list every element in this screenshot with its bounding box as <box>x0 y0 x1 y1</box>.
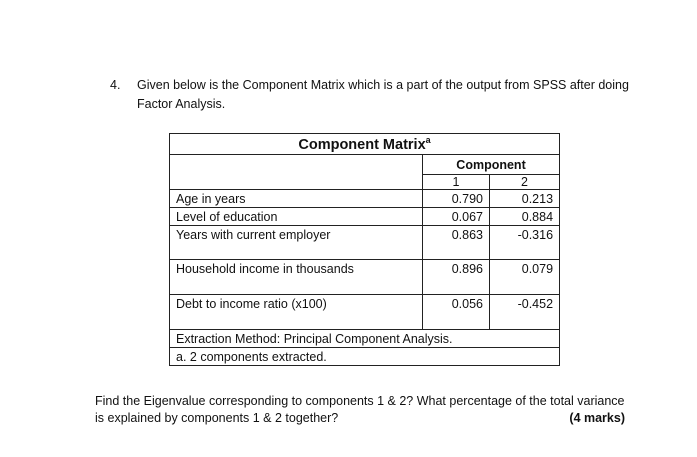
row-label: Age in years <box>170 190 423 208</box>
value-cell: 0.079 <box>490 260 560 279</box>
spacer-cell <box>423 244 490 260</box>
question-number: 4. <box>110 78 121 92</box>
spacer-cell <box>170 279 423 295</box>
spacer-cell <box>170 244 423 260</box>
task-block <box>95 393 625 427</box>
footnote-components-extracted: a. 2 components extracted. <box>170 348 560 366</box>
value-cell: 0.896 <box>423 260 490 279</box>
spacer-cell <box>490 314 560 330</box>
table-row <box>170 208 560 226</box>
component-group-header: Component <box>423 155 560 175</box>
value-cell: 0.056 <box>423 295 490 314</box>
stub-header <box>170 175 423 190</box>
spacer-cell <box>423 279 490 295</box>
table-row <box>170 190 560 208</box>
task-text: Find the Eigenvalue corresponding to components 1 & 2? What percentage of the total variance is explained by components 1 & 2 together? <box>95 394 625 425</box>
footnote-extraction-method: Extraction Method: Principal Component Analysis. <box>170 330 560 348</box>
table-title-text: Component Matrix <box>298 136 426 153</box>
value-cell: 0.213 <box>490 190 560 208</box>
spacer-cell <box>170 314 423 330</box>
spacer-cell <box>423 314 490 330</box>
spacer-cell <box>490 279 560 295</box>
question-text: Given below is the Component Matrix which is a part of the output from SPSS after doing Factor Analysis. <box>137 78 629 111</box>
row-label: Debt to income ratio (x100) <box>170 295 423 314</box>
value-cell: 0.790 <box>423 190 490 208</box>
row-label: Household income in thousands <box>170 260 423 279</box>
table-row <box>170 260 560 279</box>
component-matrix-table <box>169 133 560 366</box>
table-title <box>170 134 560 155</box>
stub-header <box>170 155 423 175</box>
value-cell: 0.067 <box>423 208 490 226</box>
table-row <box>170 226 560 244</box>
spacer-cell <box>490 244 560 260</box>
value-cell: 0.863 <box>423 226 490 244</box>
row-label: Level of education <box>170 208 423 226</box>
column-header-2: 2 <box>490 175 560 190</box>
value-cell: -0.452 <box>490 295 560 314</box>
table-title-superscript: a <box>425 135 431 146</box>
column-header-1: 1 <box>423 175 490 190</box>
marks-label: (4 marks) <box>569 411 625 425</box>
value-cell: -0.316 <box>490 226 560 244</box>
table-row <box>170 295 560 314</box>
row-label: Years with current employer <box>170 226 423 244</box>
value-cell: 0.884 <box>490 208 560 226</box>
